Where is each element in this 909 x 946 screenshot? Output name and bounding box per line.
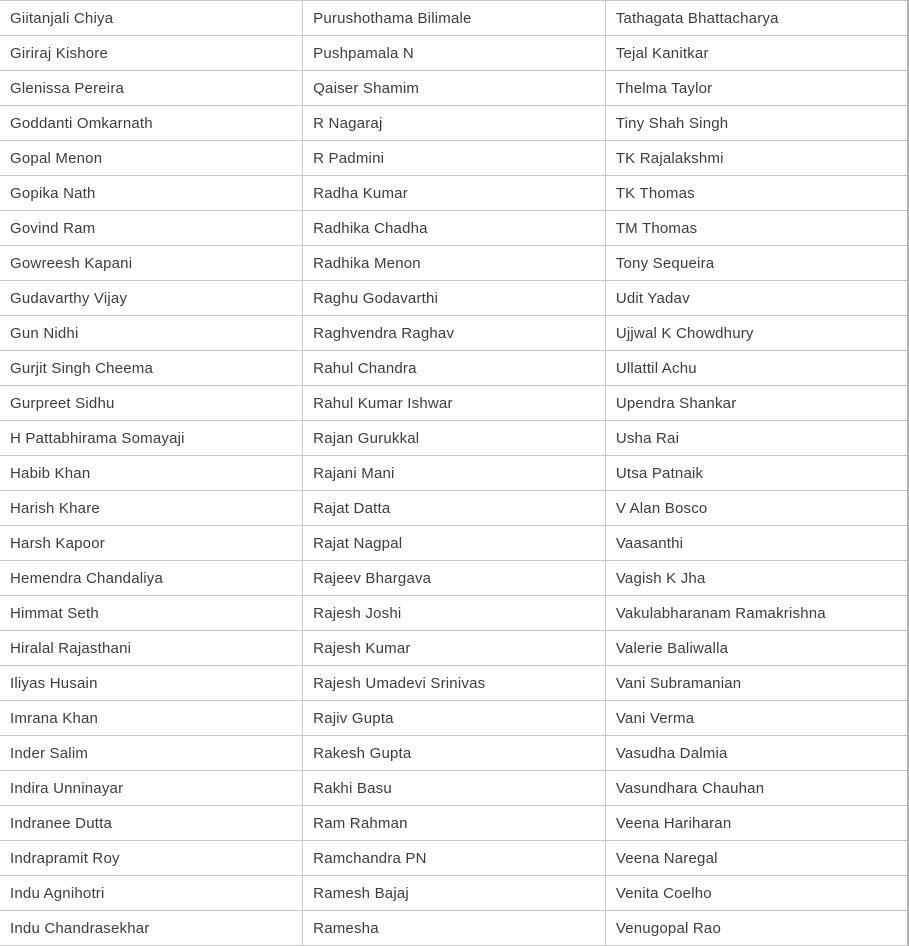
name-cell: Indranee Dutta xyxy=(0,806,303,841)
name-cell: Valerie Baliwalla xyxy=(605,631,908,666)
table-row xyxy=(0,71,908,106)
name-cell: Rajesh Kumar xyxy=(303,631,606,666)
name-cell: Tathagata Bhattacharya xyxy=(605,1,908,36)
name-cell: Indu Chandrasekhar xyxy=(0,911,303,946)
table-row xyxy=(0,176,908,211)
table-row xyxy=(0,351,908,386)
table-row xyxy=(0,911,908,946)
table-row xyxy=(0,561,908,596)
name-cell: Habib Khan xyxy=(0,456,303,491)
name-cell: Tiny Shah Singh xyxy=(605,106,908,141)
name-cell: Rahul Kumar Ishwar xyxy=(303,386,606,421)
name-cell: Imrana Khan xyxy=(0,701,303,736)
name-cell: Purushothama Bilimale xyxy=(303,1,606,36)
table-row xyxy=(0,701,908,736)
table-row xyxy=(0,526,908,561)
table-row xyxy=(0,806,908,841)
name-cell: Gurpreet Sidhu xyxy=(0,386,303,421)
name-cell: TM Thomas xyxy=(605,211,908,246)
name-cell: Giriraj Kishore xyxy=(0,36,303,71)
name-cell: Tejal Kanitkar xyxy=(605,36,908,71)
name-cell: Gopal Menon xyxy=(0,141,303,176)
name-cell: Glenissa Pereira xyxy=(0,71,303,106)
table-row xyxy=(0,211,908,246)
name-cell: Rajat Datta xyxy=(303,491,606,526)
name-cell: Rajeev Bhargava xyxy=(303,561,606,596)
name-cell: Veena Hariharan xyxy=(605,806,908,841)
name-cell: V Alan Bosco xyxy=(605,491,908,526)
name-cell: Rajat Nagpal xyxy=(303,526,606,561)
name-cell: Venita Coelho xyxy=(605,876,908,911)
name-cell: Giitanjali Chiya xyxy=(0,1,303,36)
table-row xyxy=(0,36,908,71)
name-cell: Ramchandra PN xyxy=(303,841,606,876)
name-cell: Rajiv Gupta xyxy=(303,701,606,736)
name-cell: Iliyas Husain xyxy=(0,666,303,701)
table-row xyxy=(0,876,908,911)
name-cell: Harish Khare xyxy=(0,491,303,526)
name-cell: Vani Subramanian xyxy=(605,666,908,701)
name-cell: Ramesh Bajaj xyxy=(303,876,606,911)
name-cell: R Padmini xyxy=(303,141,606,176)
name-cell: H Pattabhirama Somayaji xyxy=(0,421,303,456)
name-cell: Vaasanthi xyxy=(605,526,908,561)
name-cell: Raghu Godavarthi xyxy=(303,281,606,316)
name-cell: R Nagaraj xyxy=(303,106,606,141)
name-cell: Ullattil Achu xyxy=(605,351,908,386)
table-row xyxy=(0,456,908,491)
name-cell: Ujjwal K Chowdhury xyxy=(605,316,908,351)
table-row xyxy=(0,421,908,456)
name-cell: Indrapramit Roy xyxy=(0,841,303,876)
name-cell: Ramesha xyxy=(303,911,606,946)
name-cell: Venugopal Rao xyxy=(605,911,908,946)
name-cell: Utsa Patnaik xyxy=(605,456,908,491)
table-row xyxy=(0,631,908,666)
name-cell: Upendra Shankar xyxy=(605,386,908,421)
table-row xyxy=(0,666,908,701)
name-cell: Rajan Gurukkal xyxy=(303,421,606,456)
name-cell: TK Thomas xyxy=(605,176,908,211)
table-row xyxy=(0,281,908,316)
name-cell: Vasudha Dalmia xyxy=(605,736,908,771)
name-cell: Rajesh Umadevi Srinivas xyxy=(303,666,606,701)
name-cell: Veena Naregal xyxy=(605,841,908,876)
name-cell: Indira Unninayar xyxy=(0,771,303,806)
table-row xyxy=(0,736,908,771)
table-row xyxy=(0,841,908,876)
table-row xyxy=(0,1,908,36)
name-cell: Rakhi Basu xyxy=(303,771,606,806)
name-cell: Vasundhara Chauhan xyxy=(605,771,908,806)
name-cell: Rakesh Gupta xyxy=(303,736,606,771)
name-cell: Qaiser Shamim xyxy=(303,71,606,106)
name-cell: Udit Yadav xyxy=(605,281,908,316)
name-cell: Thelma Taylor xyxy=(605,71,908,106)
name-cell: Radhika Chadha xyxy=(303,211,606,246)
name-cell: Goddanti Omkarnath xyxy=(0,106,303,141)
name-cell: Vagish K Jha xyxy=(605,561,908,596)
name-cell: Usha Rai xyxy=(605,421,908,456)
name-cell: Indu Agnihotri xyxy=(0,876,303,911)
table-row xyxy=(0,141,908,176)
name-cell: Ram Rahman xyxy=(303,806,606,841)
table-row xyxy=(0,316,908,351)
name-cell: Gowreesh Kapani xyxy=(0,246,303,281)
name-cell: TK Rajalakshmi xyxy=(605,141,908,176)
name-cell: Radha Kumar xyxy=(303,176,606,211)
name-cell: Hiralal Rajasthani xyxy=(0,631,303,666)
name-cell: Gurjit Singh Cheema xyxy=(0,351,303,386)
table-row xyxy=(0,491,908,526)
name-cell: Govind Ram xyxy=(0,211,303,246)
name-cell: Harsh Kapoor xyxy=(0,526,303,561)
table-row xyxy=(0,386,908,421)
name-cell: Himmat Seth xyxy=(0,596,303,631)
name-cell: Vani Verma xyxy=(605,701,908,736)
name-cell: Rajesh Joshi xyxy=(303,596,606,631)
name-cell: Tony Sequeira xyxy=(605,246,908,281)
name-cell: Rahul Chandra xyxy=(303,351,606,386)
table-row xyxy=(0,246,908,281)
name-cell: Pushpamala N xyxy=(303,36,606,71)
name-cell: Vakulabharanam Ramakrishna xyxy=(605,596,908,631)
name-cell: Gudavarthy Vijay xyxy=(0,281,303,316)
name-cell: Hemendra Chandaliya xyxy=(0,561,303,596)
name-cell: Radhika Menon xyxy=(303,246,606,281)
names-table-body xyxy=(0,1,908,946)
name-cell: Inder Salim xyxy=(0,736,303,771)
name-cell: Gopika Nath xyxy=(0,176,303,211)
table-row xyxy=(0,106,908,141)
name-cell: Gun Nidhi xyxy=(0,316,303,351)
name-cell: Rajani Mani xyxy=(303,456,606,491)
table-row xyxy=(0,771,908,806)
table-row xyxy=(0,596,908,631)
name-cell: Raghvendra Raghav xyxy=(303,316,606,351)
